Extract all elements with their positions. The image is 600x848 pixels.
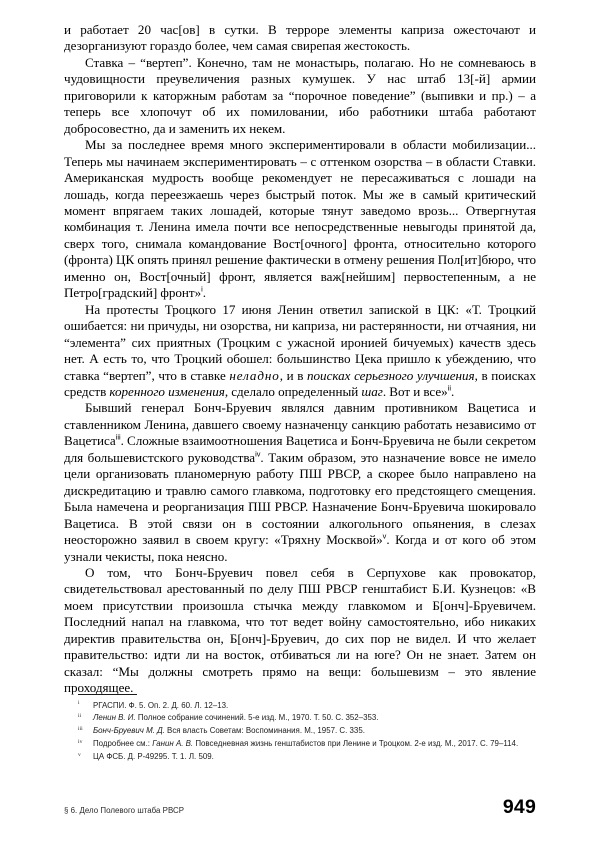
paragraph: О том, что Бонч-Бруевич повел себя в Серпухове как провокатор, свидетельствовал арестованный по делу ПШ РВСР генштабист Б.И. Кузнецов: «В моем присутствии произошла стычка между главкомом и Б[онч]-Бруевичем. Последний напал на главкома, что тот ведет войну самостоятельно, ибо никаких директив правительства он, Б[онч]-Бруевич, до сих пор не видел. И что желает правительство: идти ли на восток, отбиваться ли на юге? Он не знает. Затем он сказал: “Мы должны смотреть прямо на вещи: большевизм – это явление проходящее. (64, 564, 536, 696)
footnote-text: ЦА ФСБ. Д. Р-49295. Т. 1. Л. 509. (93, 752, 214, 762)
footnote-item (64, 738, 536, 750)
emphasis-shag: шаг (361, 383, 383, 399)
footnote-ref-iv[interactable]: iv (255, 449, 261, 459)
paragraph-mid: , и в (279, 367, 307, 383)
footnote-ref-v[interactable]: v (382, 531, 387, 541)
paragraph-segment: . Когда и от кого об этом узнали чекисты, пока неясно. (64, 532, 536, 564)
footnote-marker: iii (78, 725, 83, 732)
footnote-text: Полное собрание сочинений. 5-е изд. М., 1970. Т. 50. С. 352–353. (135, 713, 379, 723)
footnote-marker: i (78, 700, 80, 707)
paragraph-mid: , сделало определенный (224, 383, 362, 399)
paragraph-segment: . Таким образом, это назначение вовсе не имело цели организовать планомерную работу ПШ РВСР, а скорее было направлено на дискредитацию и травлю самого главкома, подготовку его предстоящего смещения. Была намечена и реорганизация ПШ РВСР. Назначение Бонч-Бруевича шокировало Вацетиса. В этой связи он в состоянии алкогольного опьянения, в слезах неосторожно заявил в своем кругу: «Тряхну Москвой» (64, 449, 537, 548)
page-number: 949 (502, 796, 536, 818)
body-text-block (64, 22, 536, 697)
footnote-text: Вся власть Советам: Воспоминания. М., 1957. С. 335. (164, 726, 365, 736)
footnote-item (64, 751, 536, 763)
footnote-item (64, 712, 536, 724)
footnote-area (64, 694, 536, 764)
footnote-prefix: Подробнее см.: (93, 739, 153, 749)
paragraph (64, 400, 536, 565)
emphasis-poiskah-uluchsheniya: поисках серьезного улучшения (306, 367, 475, 383)
paragraph-text: Мы за последнее время много экспериментировали в области мобилизации... Теперь мы начинаем экспериментировать – с оттенком озорства – в области Ставки. Американская мудрость вообще рекомендует не пересаживаться с лошади на лошадь, когда переезжаешь через быстрый поток. Мы же в самый критический момент впрягаем таких лошадей, которые тянут заведомо врозь... Отвергнутая комбинация т. Ленина имела почти все непосредственные невыгоды принятой да, сверх того, снимала командование Вост[очного] фронта, относительно которого (фронта) ЦК опять принял решение фактически в отмену решения Пол[ит]бюро, что именно он, Вост[очный] фронт, является важ[нейшим] первостепенным, а не Петро[градский] фронт» (64, 137, 536, 301)
footnote-ref-iii[interactable]: iii (115, 432, 121, 442)
footnote-text: РГАСПИ. Ф. 5. Оп. 2. Д. 60. Л. 12–13. (93, 700, 229, 710)
paragraph (64, 302, 536, 401)
footnote-marker: iv (78, 738, 83, 745)
footnote-author: Ленин В. И. (93, 713, 136, 723)
paragraph: Ставка – “вертеп”. Конечно, там не монастырь, полагаю. Но не сомневаюсь в чудовищности преувеличения разных кумушек. У нас штаб 13[-й] армии приговорили к каторжным работам за “порочное поведение” (выпивки и пр.) – а теперь все хлопочут об их помиловании, ибо работники штаба работают добросовестно, да и заменить их некем. (64, 54, 536, 136)
paragraph-lead: На протесты Троцкого 17 июня Ленин ответил запиской в ЦК: «Т. Троцкий ошибается: ни причуды, ни озорства, ни каприза, ни растерянности, ни отчаяния, ни “элемента” сих приятных (Троцким с ужасной иронией бичуемых) качеств здесь нет. А есть то, что Троцкий обошел: большинство Цека пришло к убеждению, что ставка “вертеп”, что в ставке (64, 301, 536, 383)
paragraph-continuation: и работает 20 час[ов] в сутки. В терроре элементы каприза ожесточают и дезорганизуют гораздо более, чем самая свирепая жестокость. (64, 22, 536, 54)
paragraph-mid: , в поисках средств (64, 367, 536, 399)
emphasis-korennogo-izmeneniya: коренного изменения (109, 383, 225, 399)
footnote-ref-ii[interactable]: ii (447, 383, 451, 393)
paragraph-tail: . Вот и все» (382, 383, 448, 399)
footnote-list (64, 700, 536, 763)
paragraph-segment: Бывший генерал Бонч-Бруевич являлся давним противником Вацетиса и ставленником Ленина, давшего своему назначенцу санкцию работать независимо от Вацетиса (64, 400, 536, 449)
footnote-ref-i[interactable]: i (201, 284, 203, 294)
paragraph-end: . (450, 383, 455, 399)
footnote-text: Повседневная жизнь генштабистов при Ленине и Троцком. 2-е изд. М., 2017. С. 79–114. (193, 739, 519, 749)
running-footer: § 6. Дело Полевого штаба РВСР (64, 806, 185, 815)
footnote-separator-rule (78, 694, 137, 695)
footnote-item (64, 700, 536, 712)
paragraph-segment: . Сложные взаимоотношения Вацетиса и Бонч-Бруевича не были секретом для большевистского руководства (64, 433, 536, 465)
footnote-marker: ii (78, 713, 82, 719)
footnote-item (64, 725, 536, 737)
footnote-author: Бонч-Бруевич М. Д. (93, 726, 165, 736)
footnote-author: Ганин А. В. (152, 739, 194, 749)
paragraph (64, 137, 536, 302)
emphasis-neladno: неладно (229, 367, 280, 383)
footnote-marker: v (78, 751, 81, 758)
paragraph-tail: . (202, 285, 207, 301)
